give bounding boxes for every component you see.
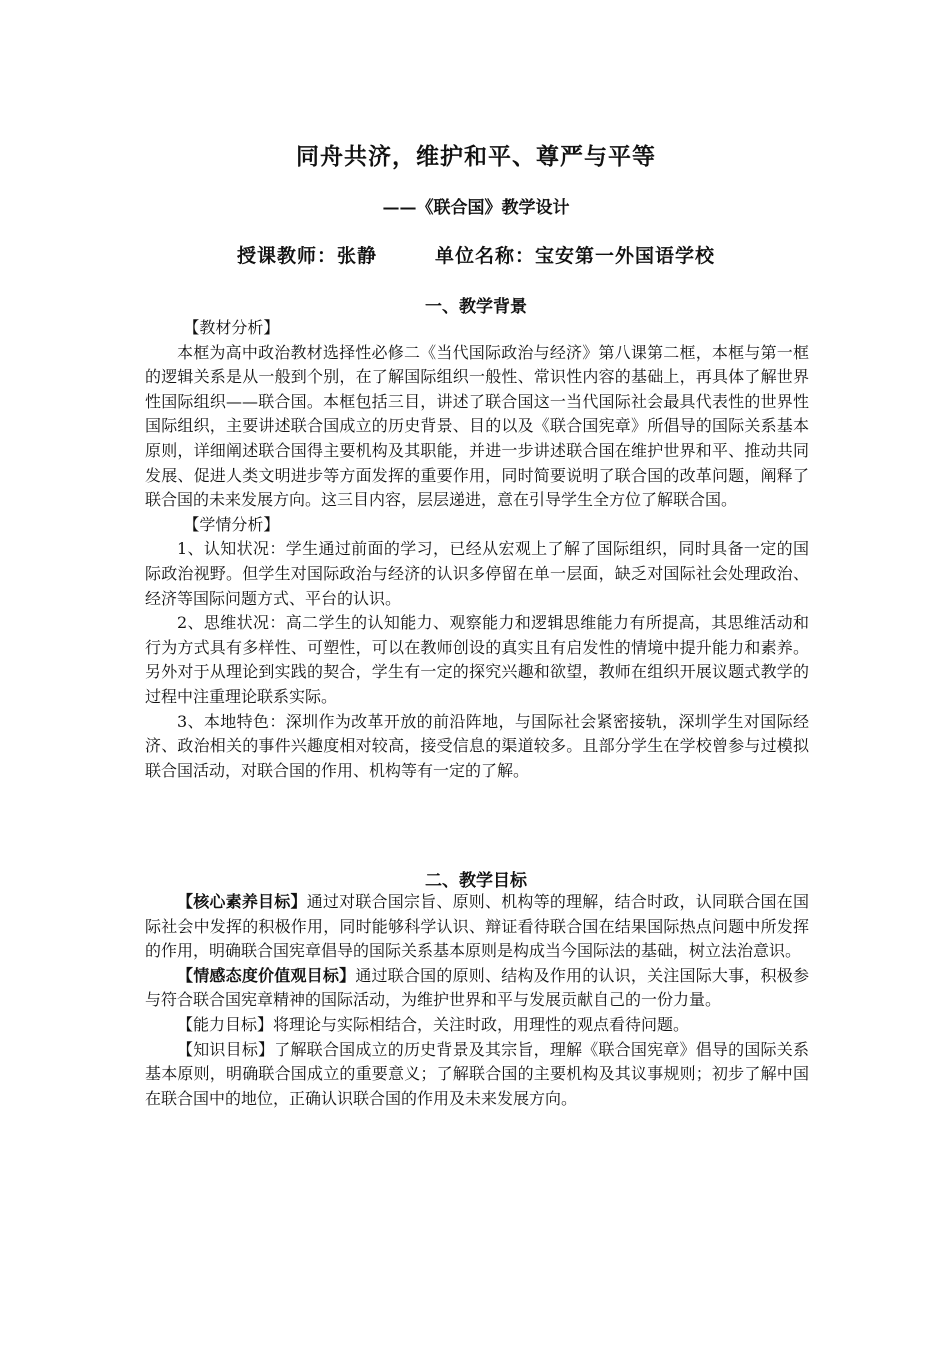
emotion-goal-text: 通过联合国的原则、结构及作用的认识，关注国际大事，积极参与符合联合国宪章精神的国际活动，为维护世界和平与发展贡献自己的一份力量。 — [145, 965, 809, 1010]
section-heading-goals: 二、教学目标 — [425, 871, 527, 891]
section-heading-background: 一、教学背景 — [425, 297, 527, 317]
student-analysis-item-3: 3、本地特色：深圳作为改革开放的前沿阵地，与国际社会紧密接轨，深圳学生对国际经济、政治相关的事件兴趣度相对较高，接受信息的渠道较多。且部分学生在学校曾参与过模拟联合国活动，对联合国的作用、机构等有一定的了解。 — [145, 711, 809, 780]
document-title: 同舟共济，维护和平、尊严与平等 — [296, 143, 656, 170]
background-section — [145, 316, 809, 783]
emotion-goal — [145, 964, 809, 1013]
textbook-analysis-label: 【教材分析】 — [183, 318, 280, 337]
goals-section — [145, 890, 809, 1111]
document-subtitle: ——《联合国》教学设计 — [382, 198, 570, 218]
author-line — [0, 241, 952, 268]
teacher-name: 授课教师：张静 — [236, 245, 377, 267]
knowledge-goal-label: 【知识目标】 — [177, 1039, 275, 1059]
ability-goal — [145, 1013, 809, 1038]
ability-goal-text: 将理论与实际相结合，关注时政，用理性的观点看待问题。 — [273, 1014, 690, 1034]
school-name: 单位名称：宝安第一外国语学校 — [435, 245, 716, 267]
core-literacy-label: 【核心素养目标】 — [177, 892, 307, 911]
textbook-analysis-text: 本框为高中政治教材选择性必修二《当代国际政治与经济》第八课第二框，本框与第一框的逻辑关系是从一般到个别，在了解国际组织一般性、常识性内容的基础上，再具体了解世界性国际组织——联合国。本框包括三目，讲述了联合国这一当代国际社会最具代表性的世界性国际组织，主要讲述联合国成立的历史背景、目的以及《联合国宪章》所倡导的国际关系基本原则，详细阐述联合国得主要机构及其职能，并进一步讲述联合国在维护世界和平、推动共同发展、促进人类文明进步等方面发挥的重要作用，同时简要说明了联合国的改革问题，阐释了联合国的未来发展方向。这三目内容，层层递进，意在引导学生全方位了解联合国。 — [145, 342, 809, 510]
emotion-goal-label: 【情感态度价值观目标】 — [177, 965, 356, 985]
student-analysis-item-1: 1、认知状况：学生通过前面的学习，已经从宏观上了解了国际组织，同时具备一定的国际政治视野。但学生对国际政治与经济的认识多停留在单一层面，缺乏对国际社会处理政治、经济等国际问题方式、平台的认识。 — [145, 539, 809, 608]
core-literacy-goal — [145, 890, 809, 964]
student-analysis-label: 【学情分析】 — [183, 514, 280, 534]
core-literacy-text: 通过对联合国宗旨、原则、机构等的理解，结合时政，认同联合国在国际社会中发挥的积极作用，同时能够科学认识、辩证看待联合国在结果国际热点问题中所发挥的作用，明确联合国宪章倡导的国际关系基本原则是构成当今国际法的基础，树立法治意识。 — [145, 892, 809, 961]
student-analysis-item-2: 2、思维状况：高二学生的认知能力、观察能力和逻辑思维能力有所提高，其思维活动和行为方式具有多样性、可塑性，可以在教师创设的真实且有启发性的情境中提升能力和素养。另外对于从理论到实践的契合，学生有一定的探究兴趣和欲望，教师在组织开展议题式教学的过程中注重理论联系实际。 — [145, 613, 809, 706]
ability-goal-label: 【能力目标】 — [177, 1014, 274, 1034]
knowledge-goal — [145, 1038, 809, 1112]
knowledge-goal-text: 了解联合国成立的历史背景及其宗旨，理解《联合国宪章》倡导的国际关系基本原则，明确联合国成立的重要意义；了解联合国的主要机构及其议事规则；初步了解中国在联合国中的地位，正确认识联合国的作用及未来发展方向。 — [145, 1039, 809, 1108]
